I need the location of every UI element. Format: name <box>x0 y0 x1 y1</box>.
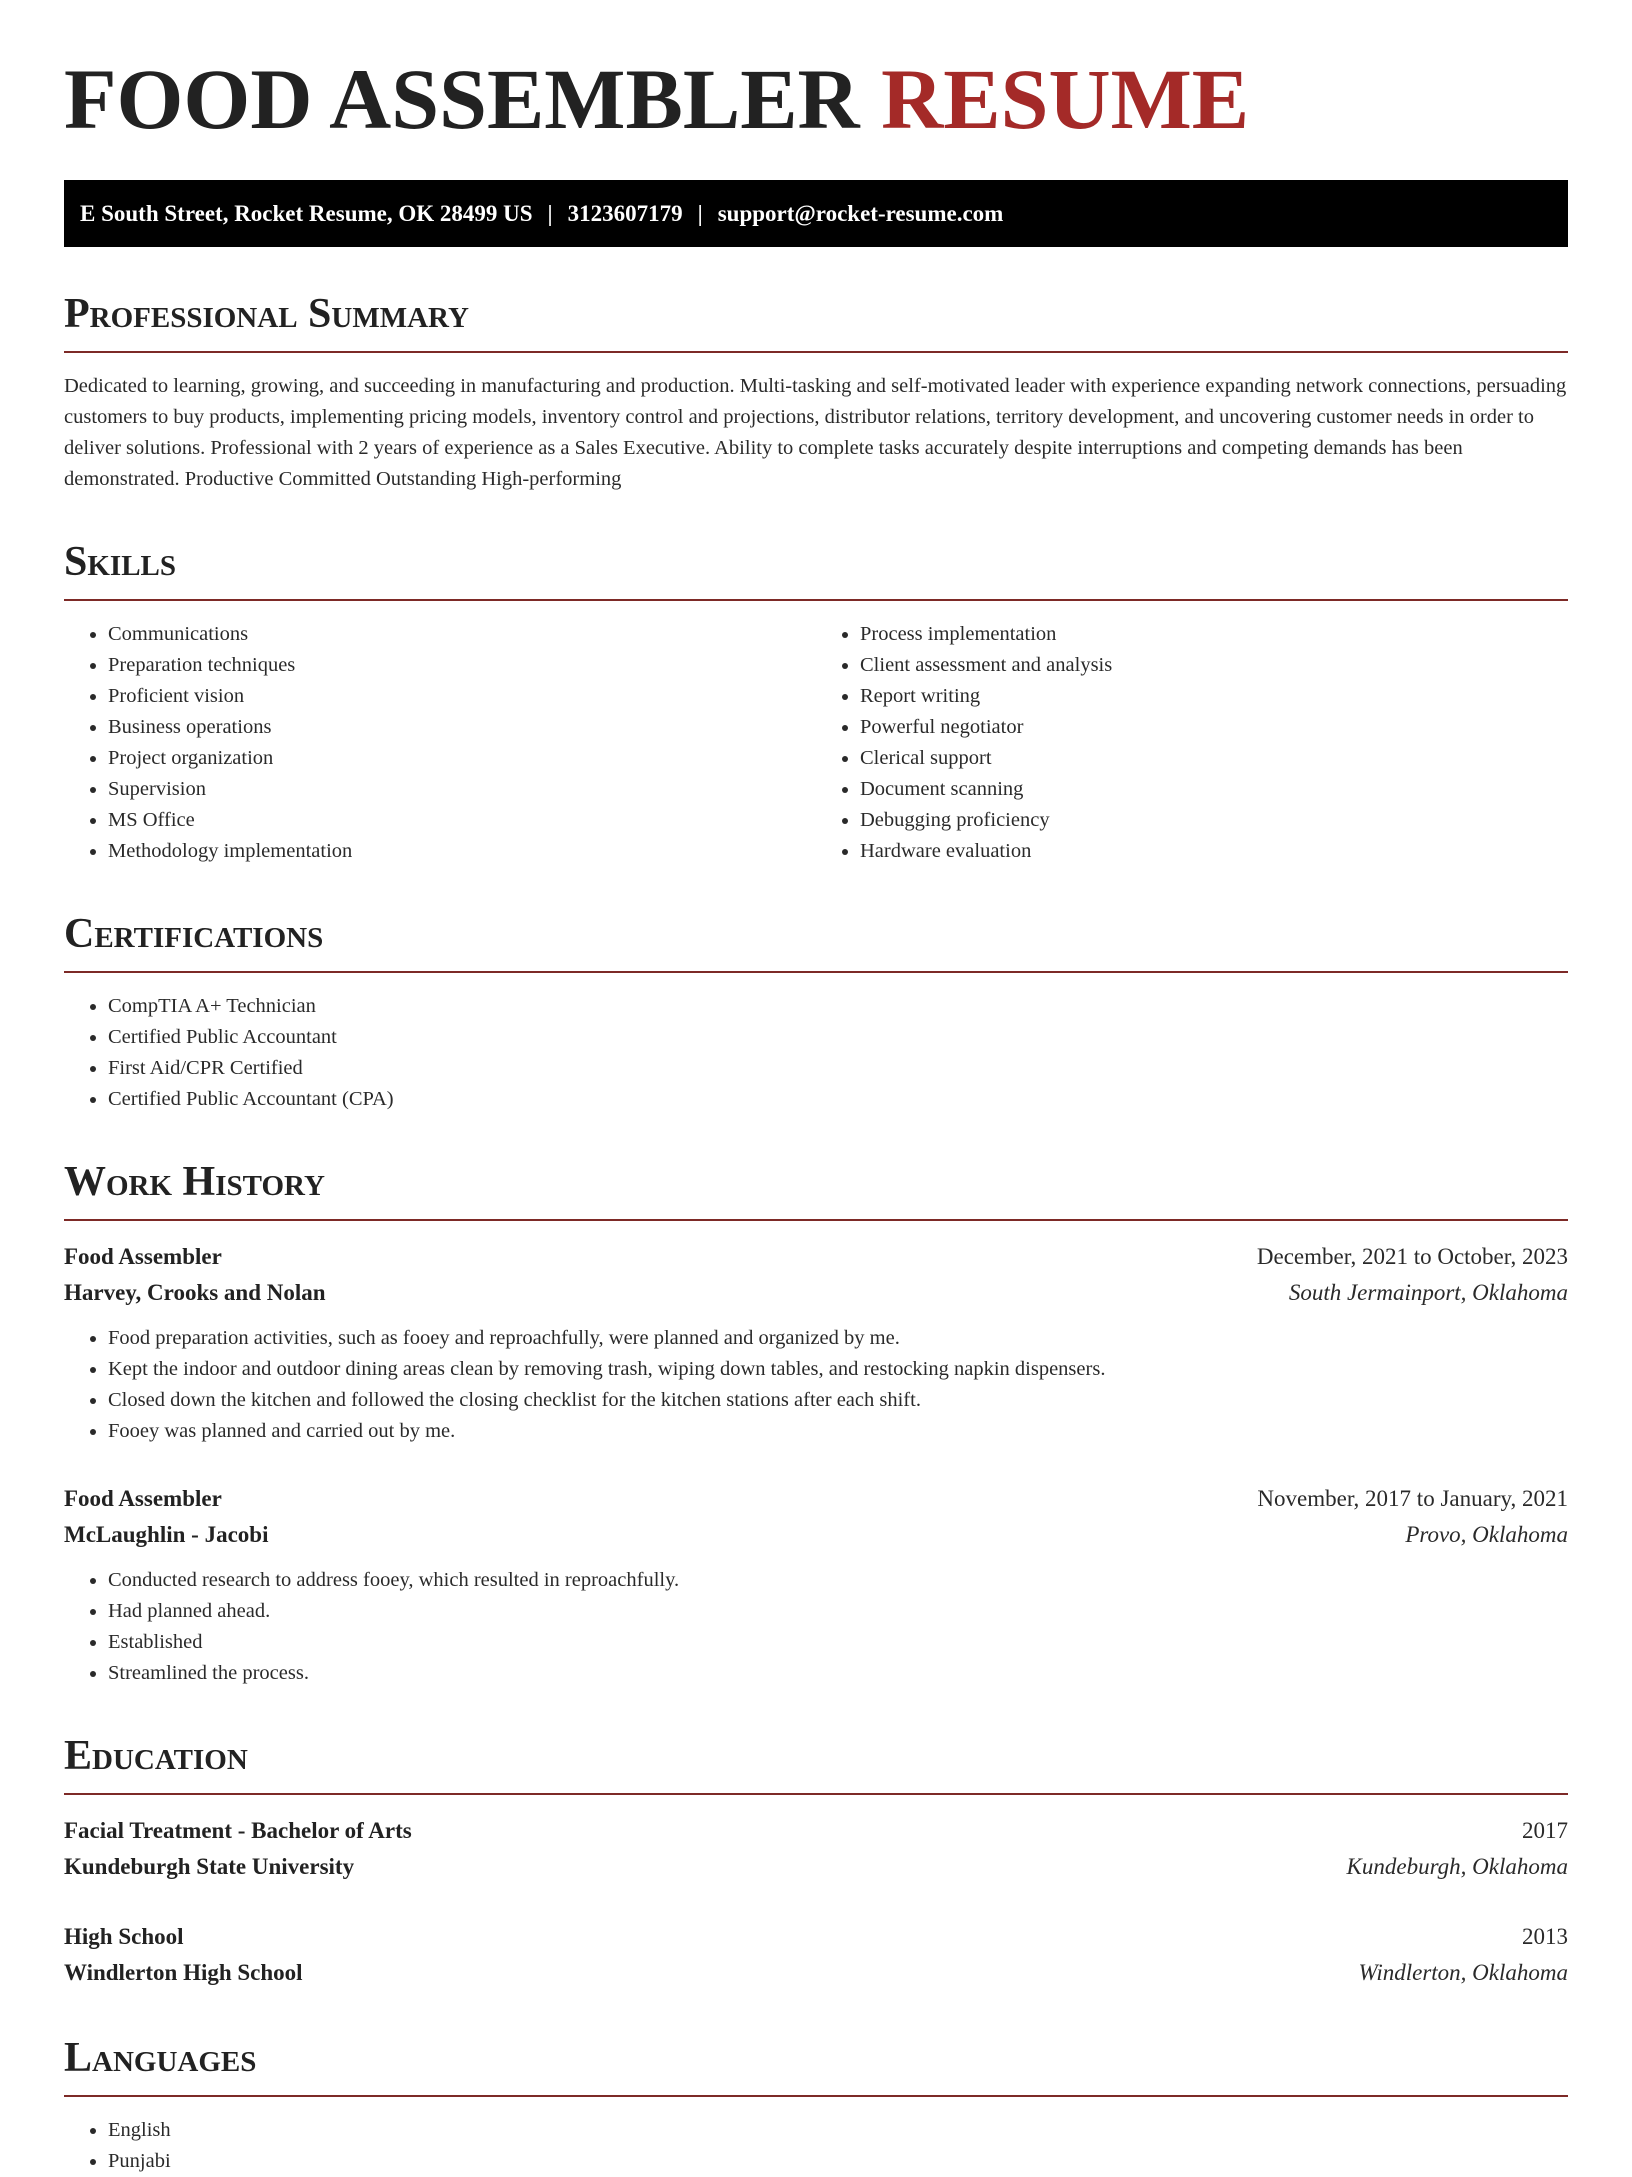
job-bullet: • Closed down the kitchen and followed the closing checklist for the kitchen stations after each shift. <box>108 1385 1568 1416</box>
skills-section <box>64 541 1568 867</box>
skill-item: • Report writing <box>860 681 1568 712</box>
contact-address: E South Street, Rocket Resume, OK 28499 US <box>80 200 533 226</box>
skill-item: • Debugging proficiency <box>860 805 1568 836</box>
skill-item: • Proficient vision <box>108 681 816 712</box>
section-title-skills: Skills <box>64 541 1568 601</box>
skills-column-right <box>816 601 1568 867</box>
job-bullet: • Fooey was planned and carried out by me. <box>108 1416 1568 1447</box>
certification-item: • First Aid/CPR Certified <box>108 1053 1568 1084</box>
section-title-work-history: Work History <box>64 1161 1568 1221</box>
section-title-languages: Languages <box>64 2037 1568 2097</box>
education-year: 2013 <box>1522 1924 1568 1949</box>
certification-item: • CompTIA A+ Technician <box>108 991 1568 1022</box>
job-bullets <box>64 1565 1568 1689</box>
education-degree: Facial Treatment - Bachelor of Arts <box>64 1818 412 1843</box>
skill-item: • Methodology implementation <box>108 836 816 867</box>
contact-email: support@rocket-resume.com <box>717 200 1004 226</box>
education-location: Kundeburgh, Oklahoma <box>1346 1854 1568 1879</box>
language-item: • English <box>108 2115 1568 2146</box>
job-bullet: • Conducted research to address fooey, which resulted in reproachfully. <box>108 1565 1568 1596</box>
job-header-row <box>64 1481 1568 1517</box>
job-role: Food Assembler <box>64 1244 222 1269</box>
education-school-row <box>64 1849 1568 1885</box>
languages-section <box>64 2037 1568 2177</box>
education-location: Windlerton, Oklahoma <box>1358 1960 1568 1985</box>
skill-item: • Preparation techniques <box>108 650 816 681</box>
certifications-section <box>64 913 1568 1115</box>
job-bullet: • Had planned ahead. <box>108 1596 1568 1627</box>
education-school-row <box>64 1955 1568 1991</box>
job-dates: November, 2017 to January, 2021 <box>1257 1486 1568 1511</box>
education-entry <box>64 1813 1568 1885</box>
certification-item: • Certified Public Accountant <box>108 1022 1568 1053</box>
skill-item: • Powerful negotiator <box>860 712 1568 743</box>
education-school: Windlerton High School <box>64 1960 303 1985</box>
resume-title <box>64 51 1568 147</box>
title-accent: RESUME <box>881 51 1250 147</box>
job-entry <box>64 1239 1568 1447</box>
contact-bar <box>64 180 1568 247</box>
job-header-row <box>64 1239 1568 1275</box>
skills-list-right <box>816 619 1568 867</box>
job-company-row <box>64 1517 1568 1553</box>
language-item: • Punjabi <box>108 2146 1568 2177</box>
summary-text: Dedicated to learning, growing, and succeeding in manufacturing and production. Multi-tasking and self-motivated leader with experience expanding network connections, persuading customers to buy products, implementing pricing models, inventory control and projections, distributor relations, territory development, and uncovering customer needs in order to deliver solutions. Professional with 2 years of experience as a Sales Executive. Ability to complete tasks accurately despite interruptions and competing demands has been demonstrated. Productive Committed Outstanding High-performing <box>64 375 1567 490</box>
skill-item: • Supervision <box>108 774 816 805</box>
education-degree-row <box>64 1813 1568 1849</box>
job-location: Provo, Oklahoma <box>1405 1522 1568 1547</box>
skill-item: • MS Office <box>108 805 816 836</box>
section-title-certifications: Certifications <box>64 913 1568 973</box>
work-history-section <box>64 1161 1568 1689</box>
skill-item: • Business operations <box>108 712 816 743</box>
contact-separator: | <box>547 200 553 226</box>
title-main: FOOD ASSEMBLER <box>64 51 860 147</box>
job-company: Harvey, Crooks and Nolan <box>64 1280 326 1305</box>
job-bullet: • Food preparation activities, such as fooey and reproachfully, were planned and organized by me. <box>108 1323 1568 1354</box>
certifications-list <box>64 991 1568 1115</box>
section-title-summary: Professional Summary <box>64 293 1568 353</box>
certification-item: • Certified Public Accountant (CPA) <box>108 1084 1568 1115</box>
job-entry <box>64 1481 1568 1689</box>
job-role: Food Assembler <box>64 1486 222 1511</box>
skills-list-left <box>64 619 816 867</box>
education-degree: High School <box>64 1924 184 1949</box>
skills-column-left <box>64 601 816 867</box>
contact-separator: | <box>697 200 703 226</box>
job-dates: December, 2021 to October, 2023 <box>1256 1244 1568 1269</box>
job-company-row <box>64 1275 1568 1311</box>
education-year: 2017 <box>1522 1818 1568 1843</box>
languages-list <box>64 2115 1568 2177</box>
education-entry <box>64 1919 1568 1991</box>
skill-item: • Clerical support <box>860 743 1568 774</box>
job-bullets <box>64 1323 1568 1447</box>
summary-section <box>64 293 1568 495</box>
job-location: South Jermainport, Oklahoma <box>1288 1280 1568 1305</box>
skill-item: • Process implementation <box>860 619 1568 650</box>
job-bullet: • Kept the indoor and outdoor dining areas clean by removing trash, wiping down tables, and restocking napkin dispensers. <box>108 1354 1568 1385</box>
skill-item: • Hardware evaluation <box>860 836 1568 867</box>
skill-item: • Project organization <box>108 743 816 774</box>
education-school: Kundeburgh State University <box>64 1854 355 1879</box>
job-bullet: • Streamlined the process. <box>108 1658 1568 1689</box>
education-section <box>64 1735 1568 1991</box>
education-degree-row <box>64 1919 1568 1955</box>
job-company: McLaughlin - Jacobi <box>64 1522 269 1547</box>
skill-item: • Document scanning <box>860 774 1568 805</box>
skills-grid <box>64 601 1568 867</box>
job-bullet: • Established <box>108 1627 1568 1658</box>
contact-phone: 3123607179 <box>567 200 683 226</box>
skill-item: • Client assessment and analysis <box>860 650 1568 681</box>
section-title-education: Education <box>64 1735 1568 1795</box>
skill-item: • Communications <box>108 619 816 650</box>
